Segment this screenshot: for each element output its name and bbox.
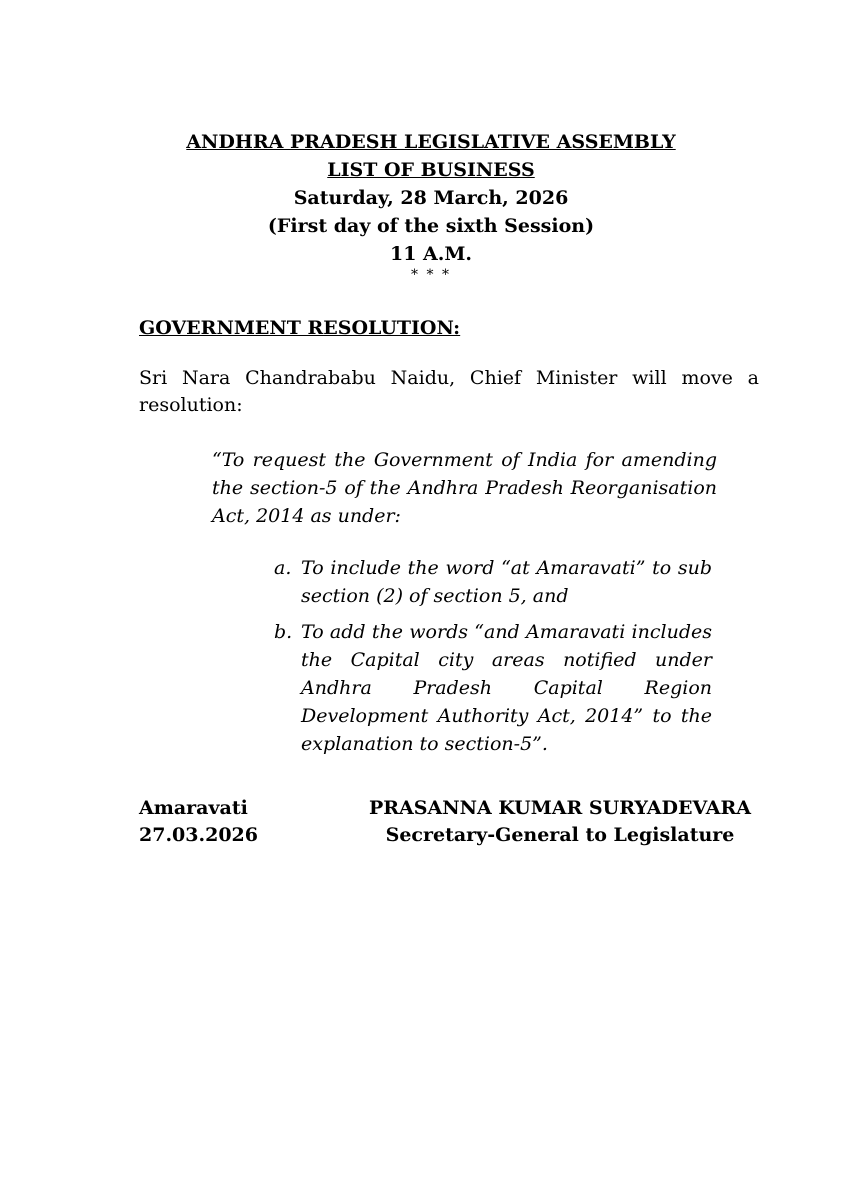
section-title: GOVERNMENT RESOLUTION:	[139, 317, 461, 339]
footer-place-date	[139, 795, 258, 849]
resolution-paragraph: “To request the Government of India for amending the section-5 of the Andhra Pradesh Reorganisation Act, 2014 as under:	[212, 449, 717, 527]
signatory-name: PRASANNA KUMAR SURYADEVARA	[368, 797, 752, 819]
list-item	[274, 618, 712, 758]
list-item-text: To include the word “at Amaravati” to sub section (2) of section 5, and	[301, 557, 712, 607]
mover-paragraph: Sri Nara Chandrababu Naidu, Chief Minister will move a resolution:	[139, 367, 759, 416]
list-item	[274, 554, 712, 610]
footer-date: 27.03.2026	[139, 824, 258, 846]
sitting-time: 11 A.M.	[389, 243, 473, 265]
session-note: (First day of the sixth Session)	[267, 215, 595, 237]
list-of-business-title: LIST OF BUSINESS	[327, 159, 535, 181]
document-heading	[0, 128, 855, 282]
list-item-marker: a.	[274, 557, 292, 579]
sitting-date: Saturday, 28 March, 2026	[293, 187, 569, 209]
list-item-marker: b.	[274, 621, 293, 643]
signatory-block	[350, 795, 770, 849]
footer-place: Amaravati	[139, 797, 248, 819]
assembly-title: ANDHRA PRADESH LEGISLATIVE ASSEMBLY	[186, 131, 676, 153]
separator-stars: * * *	[411, 267, 451, 283]
list-item-text: To add the words “and Amaravati includes the Capital city areas notified under Andhra Pradesh Capital Region Development Authority Act, 2014” to the explanation to section-5”.	[301, 621, 712, 755]
signatory-title: Secretary-General to Legislature	[385, 824, 735, 846]
resolution-items	[274, 554, 712, 766]
